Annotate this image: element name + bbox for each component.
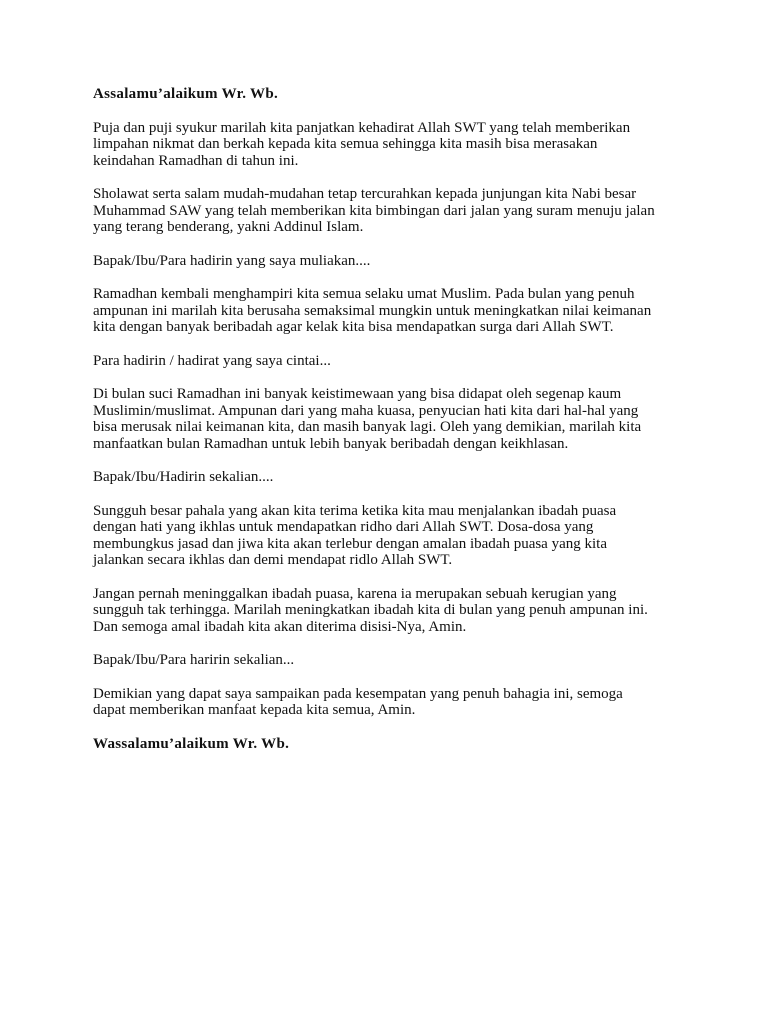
paragraph-line: limpahan nikmat dan berkah kepada kita semua sehingga kita masih bisa merasakan	[93, 136, 598, 152]
paragraph-line: Bapak/Ibu/Hadirin sekalian....	[93, 469, 274, 485]
paragraph	[93, 120, 693, 170]
paragraph	[93, 586, 693, 636]
document-page	[93, 86, 693, 769]
paragraph-line: Jangan pernah meninggalkan ibadah puasa, karena ia merupakan sebuah kerugian yang	[93, 585, 617, 602]
paragraph-line: manfaatkan bulan Ramadhan untuk lebih banyak beribadah dengan keikhlasan.	[93, 435, 569, 452]
paragraph-line: bisa merusak nilai keimanan kita, dan masih banyak lagi. Oleh yang demikian, marilah kita	[93, 419, 642, 435]
paragraph-line: yang terang benderang, yakni Addinul Islam.	[93, 219, 364, 235]
paragraph-line: kita dengan banyak beribadah agar kelak kita bisa mendapatkan surga dari Allah SWT.	[93, 319, 614, 335]
paragraph	[93, 503, 693, 569]
paragraph-line: Puja dan puji syukur marilah kita panjatkan kehadirat Allah SWT yang telah memberikan	[93, 119, 631, 136]
paragraph-line: Bapak/Ibu/Para haririn sekalian...	[93, 652, 295, 668]
paragraph-line: dapat memberikan manfaat kepada kita semua, Amin.	[93, 702, 416, 718]
opening-greeting: Assalamu’alaikum Wr. Wb.	[93, 86, 279, 102]
paragraph-line: keindahan Ramadhan di tahun ini.	[93, 152, 299, 169]
paragraph-line: Sungguh besar pahala yang akan kita terima ketika kita mau menjalankan ibadah puasa	[93, 502, 617, 519]
paragraph-line: Bapak/Ibu/Para hadirin yang saya muliakan....	[93, 252, 371, 269]
paragraph	[93, 353, 693, 370]
paragraph-line: dengan hati yang ikhlas untuk mendapatkan ridho dari Allah SWT. Dosa-dosa yang	[93, 519, 594, 535]
paragraph-line: membungkus jasad dan jiwa kita akan terlebur dengan amalan ibadah puasa yang kita	[93, 535, 607, 552]
paragraph	[93, 652, 693, 669]
paragraph-line: Para hadirin / hadirat yang saya cintai...	[93, 352, 331, 369]
paragraph-line: Demikian yang dapat saya sampaikan pada kesempatan yang penuh bahagia ini, semoga	[93, 685, 623, 702]
paragraph-line: Muhammad SAW yang telah memberikan kita bimbingan dari jalan yang suram menuju jalan	[93, 202, 655, 219]
body-paragraphs	[93, 120, 693, 719]
paragraph-line: sungguh tak terhingga. Marilah meningkatkan ibadah kita di bulan yang penuh ampunan ini.	[93, 602, 648, 618]
paragraph	[93, 186, 693, 236]
paragraph-line: Sholawat serta salam mudah-mudahan tetap tercurahkan kepada junjungan kita Nabi besar	[93, 186, 637, 202]
paragraph	[93, 253, 693, 270]
paragraph	[93, 386, 693, 452]
closing-greeting: Wassalamu’alaikum Wr. Wb.	[93, 735, 290, 752]
paragraph	[93, 286, 693, 336]
paragraph-line: Di bulan suci Ramadhan ini banyak keistimewaan yang bisa didapat oleh segenap kaum	[93, 386, 622, 402]
paragraph-line: Ramadhan kembali menghampiri kita semua selaku umat Muslim. Pada bulan yang penuh	[93, 286, 635, 302]
paragraph	[93, 686, 693, 719]
paragraph-line: Dan semoga amal ibadah kita akan diterima disisi-Nya, Amin.	[93, 618, 467, 635]
paragraph-line: ampunan ini marilah kita berusaha semaksimal mungkin untuk meningkatkan nilai keimanan	[93, 302, 652, 319]
paragraph-line: Muslimin/muslimat. Ampunan dari yang maha kuasa, penyucian hati kita dari hal-hal yang	[93, 402, 639, 419]
paragraph	[93, 469, 693, 486]
paragraph-line: jalankan secara ikhlas dan demi mendapat ridlo Allah SWT.	[93, 552, 453, 568]
